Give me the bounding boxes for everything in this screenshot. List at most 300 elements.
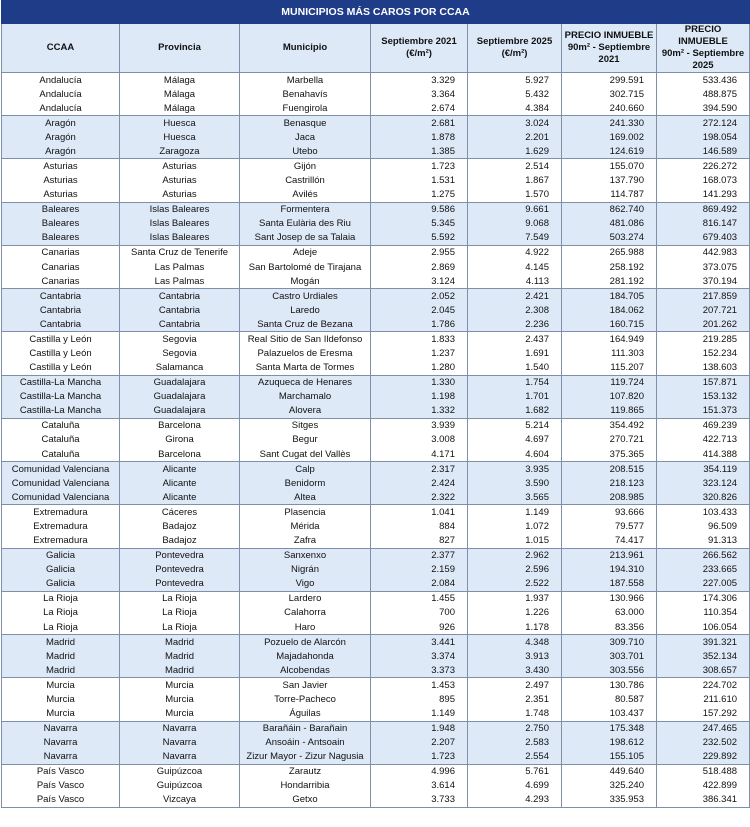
table-row — [2, 87, 750, 101]
cell-sep2025: 3.590 — [468, 476, 562, 490]
table-row — [2, 390, 750, 404]
cell-sep2025: 5.927 — [468, 73, 562, 88]
table-row — [2, 706, 750, 721]
header-sep2021-line1: Septiembre 2021 — [381, 36, 457, 47]
cell-ccaa: País Vasco — [2, 779, 120, 793]
municipios-table — [1, 0, 750, 808]
table-row — [2, 231, 750, 246]
table-row — [2, 793, 750, 808]
cell-sep2025: 5.432 — [468, 87, 562, 101]
cell-sep2025: 4.922 — [468, 245, 562, 260]
cell-precio2025: 96.509 — [657, 519, 750, 533]
cell-ccaa: Cataluña — [2, 433, 120, 447]
cell-provincia: Navarra — [120, 750, 240, 765]
cell-precio2021: 258.192 — [562, 260, 657, 274]
cell-precio2025: 198.054 — [657, 130, 750, 144]
cell-precio2021: 299.591 — [562, 73, 657, 88]
cell-precio2021: 160.715 — [562, 317, 657, 332]
cell-sep2025: 1.682 — [468, 404, 562, 419]
table-row — [2, 635, 750, 650]
cell-precio2025: 414.388 — [657, 447, 750, 462]
cell-ccaa: Aragón — [2, 144, 120, 159]
cell-municipio: Altea — [240, 490, 371, 505]
cell-precio2025: 442.983 — [657, 245, 750, 260]
cell-municipio: Santa Cruz de Bezana — [240, 317, 371, 332]
cell-provincia: Pontevedra — [120, 548, 240, 563]
cell-precio2021: 79.577 — [562, 519, 657, 533]
cell-precio2021: 107.820 — [562, 390, 657, 404]
cell-precio2025: 157.292 — [657, 706, 750, 721]
cell-provincia: Segovia — [120, 332, 240, 347]
cell-provincia: Badajoz — [120, 519, 240, 533]
cell-ccaa: Aragón — [2, 130, 120, 144]
cell-sep2025: 2.583 — [468, 736, 562, 750]
cell-precio2025: 110.354 — [657, 606, 750, 620]
cell-precio2021: 354.492 — [562, 418, 657, 433]
table-row — [2, 750, 750, 765]
cell-ccaa: Galicia — [2, 577, 120, 592]
cell-sep2021: 895 — [371, 692, 468, 706]
cell-ccaa: Extremadura — [2, 534, 120, 549]
cell-sep2025: 2.962 — [468, 548, 562, 563]
table-row — [2, 144, 750, 159]
cell-precio2021: 103.437 — [562, 706, 657, 721]
cell-precio2021: 63.000 — [562, 606, 657, 620]
cell-sep2025: 2.236 — [468, 317, 562, 332]
cell-provincia: Islas Baleares — [120, 231, 240, 246]
cell-municipio: Benasque — [240, 116, 371, 131]
header-precio2021 — [562, 24, 657, 73]
cell-sep2021: 2.207 — [371, 736, 468, 750]
cell-precio2021: 309.710 — [562, 635, 657, 650]
cell-provincia: Alicante — [120, 462, 240, 477]
cell-precio2021: 155.105 — [562, 750, 657, 765]
header-precio2025-line1: PRECIO INMUEBLE — [678, 24, 728, 47]
cell-precio2021: 281.192 — [562, 274, 657, 289]
cell-ccaa: La Rioja — [2, 591, 120, 606]
header-precio2021-line2: 90m² - Septiembre — [567, 42, 651, 53]
cell-municipio: Nigrán — [240, 563, 371, 577]
cell-precio2025: 469.239 — [657, 418, 750, 433]
cell-precio2021: 119.724 — [562, 375, 657, 390]
cell-provincia: Segovia — [120, 346, 240, 360]
cell-precio2021: 449.640 — [562, 764, 657, 779]
cell-precio2025: 141.293 — [657, 188, 750, 203]
cell-sep2025: 7.549 — [468, 231, 562, 246]
cell-municipio: Alcobendas — [240, 663, 371, 678]
cell-sep2025: 1.072 — [468, 519, 562, 533]
header-ccaa: CCAA — [2, 24, 120, 73]
cell-precio2025: 533.436 — [657, 73, 750, 88]
cell-municipio: Hondarribia — [240, 779, 371, 793]
cell-sep2021: 2.674 — [371, 101, 468, 116]
table-title: MUNICIPIOS MÁS CAROS POR CCAA — [2, 1, 750, 24]
cell-sep2025: 1.149 — [468, 505, 562, 520]
table-row — [2, 736, 750, 750]
cell-provincia: Guadalajara — [120, 390, 240, 404]
cell-provincia: Navarra — [120, 736, 240, 750]
cell-municipio: Santa Marta de Tormes — [240, 361, 371, 376]
cell-ccaa: Navarra — [2, 750, 120, 765]
table-row — [2, 274, 750, 289]
cell-precio2021: 208.985 — [562, 490, 657, 505]
cell-precio2021: 265.988 — [562, 245, 657, 260]
table-row — [2, 606, 750, 620]
cell-precio2021: 155.070 — [562, 159, 657, 174]
cell-precio2025: 211.610 — [657, 692, 750, 706]
cell-provincia: La Rioja — [120, 620, 240, 635]
cell-precio2021: 130.966 — [562, 591, 657, 606]
cell-precio2025: 226.272 — [657, 159, 750, 174]
cell-precio2025: 370.194 — [657, 274, 750, 289]
cell-precio2021: 270.721 — [562, 433, 657, 447]
cell-ccaa: Baleares — [2, 217, 120, 231]
cell-sep2021: 5.345 — [371, 217, 468, 231]
table-row — [2, 764, 750, 779]
table-row — [2, 375, 750, 390]
cell-sep2025: 2.522 — [468, 577, 562, 592]
table-row — [2, 620, 750, 635]
cell-precio2025: 308.657 — [657, 663, 750, 678]
cell-sep2025: 2.351 — [468, 692, 562, 706]
cell-ccaa: Andalucía — [2, 87, 120, 101]
cell-precio2025: 157.871 — [657, 375, 750, 390]
cell-precio2025: 247.465 — [657, 721, 750, 736]
cell-sep2021: 3.373 — [371, 663, 468, 678]
cell-municipio: Jaca — [240, 130, 371, 144]
cell-provincia: Guadalajara — [120, 375, 240, 390]
cell-ccaa: Murcia — [2, 692, 120, 706]
header-sep2025 — [468, 24, 562, 73]
cell-municipio: Calahorra — [240, 606, 371, 620]
table-row — [2, 116, 750, 131]
cell-ccaa: Navarra — [2, 721, 120, 736]
cell-sep2021: 1.332 — [371, 404, 468, 419]
table-body — [2, 73, 750, 808]
cell-precio2025: 394.590 — [657, 101, 750, 116]
cell-precio2025: 816.147 — [657, 217, 750, 231]
cell-sep2021: 1.878 — [371, 130, 468, 144]
cell-provincia: Las Palmas — [120, 260, 240, 274]
cell-municipio: Getxo — [240, 793, 371, 808]
table-row — [2, 174, 750, 188]
cell-precio2025: 232.502 — [657, 736, 750, 750]
cell-provincia: Málaga — [120, 73, 240, 88]
cell-precio2025: 103.433 — [657, 505, 750, 520]
cell-sep2021: 4.171 — [371, 447, 468, 462]
cell-precio2025: 352.134 — [657, 649, 750, 663]
cell-provincia: La Rioja — [120, 591, 240, 606]
cell-sep2021: 2.955 — [371, 245, 468, 260]
cell-precio2025: 386.341 — [657, 793, 750, 808]
cell-municipio: Vigo — [240, 577, 371, 592]
cell-precio2025: 91.313 — [657, 534, 750, 549]
cell-precio2021: 114.787 — [562, 188, 657, 203]
cell-precio2025: 323.124 — [657, 476, 750, 490]
cell-precio2021: 213.961 — [562, 548, 657, 563]
cell-precio2025: 869.492 — [657, 202, 750, 217]
cell-ccaa: Castilla y León — [2, 332, 120, 347]
cell-provincia: Huesca — [120, 130, 240, 144]
table-row — [2, 534, 750, 549]
cell-municipio: Palazuelos de Eresma — [240, 346, 371, 360]
cell-provincia: Málaga — [120, 87, 240, 101]
cell-municipio: Laredo — [240, 303, 371, 317]
cell-provincia: Cantabria — [120, 289, 240, 304]
cell-sep2025: 4.113 — [468, 274, 562, 289]
header-sep2025-line2: (€/m²) — [501, 48, 528, 59]
cell-sep2025: 9.068 — [468, 217, 562, 231]
cell-provincia: Alicante — [120, 476, 240, 490]
cell-municipio: Fuengirola — [240, 101, 371, 116]
cell-precio2025: 679.403 — [657, 231, 750, 246]
cell-sep2025: 2.596 — [468, 563, 562, 577]
cell-sep2021: 1.149 — [371, 706, 468, 721]
cell-municipio: Gijón — [240, 159, 371, 174]
cell-ccaa: Comunidad Valenciana — [2, 476, 120, 490]
cell-sep2021: 2.424 — [371, 476, 468, 490]
cell-municipio: Sant Cugat del Vallès — [240, 447, 371, 462]
table-row — [2, 505, 750, 520]
cell-municipio: Pozuelo de Alarcón — [240, 635, 371, 650]
cell-ccaa: Cataluña — [2, 447, 120, 462]
cell-ccaa: Baleares — [2, 231, 120, 246]
cell-precio2025: 106.054 — [657, 620, 750, 635]
cell-sep2021: 1.453 — [371, 678, 468, 693]
cell-sep2021: 884 — [371, 519, 468, 533]
cell-ccaa: País Vasco — [2, 764, 120, 779]
cell-municipio: Lardero — [240, 591, 371, 606]
cell-sep2021: 1.041 — [371, 505, 468, 520]
cell-ccaa: Cantabria — [2, 303, 120, 317]
cell-precio2021: 111.303 — [562, 346, 657, 360]
cell-municipio: Formentera — [240, 202, 371, 217]
cell-provincia: Barcelona — [120, 447, 240, 462]
cell-precio2025: 168.073 — [657, 174, 750, 188]
cell-provincia: Huesca — [120, 116, 240, 131]
cell-sep2021: 926 — [371, 620, 468, 635]
cell-precio2021: 119.865 — [562, 404, 657, 419]
cell-precio2025: 174.306 — [657, 591, 750, 606]
cell-precio2021: 198.612 — [562, 736, 657, 750]
cell-sep2025: 4.145 — [468, 260, 562, 274]
table-row — [2, 476, 750, 490]
table-row — [2, 202, 750, 217]
cell-precio2021: 481.086 — [562, 217, 657, 231]
cell-municipio: Azuqueca de Henares — [240, 375, 371, 390]
table-row — [2, 217, 750, 231]
cell-sep2021: 2.322 — [371, 490, 468, 505]
cell-precio2025: 320.826 — [657, 490, 750, 505]
cell-sep2021: 700 — [371, 606, 468, 620]
cell-sep2025: 3.430 — [468, 663, 562, 678]
cell-sep2021: 3.614 — [371, 779, 468, 793]
cell-precio2025: 151.373 — [657, 404, 750, 419]
cell-ccaa: Andalucía — [2, 73, 120, 88]
cell-sep2021: 1.455 — [371, 591, 468, 606]
cell-precio2021: 164.949 — [562, 332, 657, 347]
cell-provincia: Las Palmas — [120, 274, 240, 289]
cell-precio2025: 146.589 — [657, 144, 750, 159]
cell-municipio: Calp — [240, 462, 371, 477]
cell-precio2021: 194.310 — [562, 563, 657, 577]
header-municipio: Municipio — [240, 24, 371, 73]
table-row — [2, 649, 750, 663]
table-row — [2, 245, 750, 260]
cell-provincia: Navarra — [120, 721, 240, 736]
cell-provincia: Alicante — [120, 490, 240, 505]
cell-precio2021: 175.348 — [562, 721, 657, 736]
table-row — [2, 346, 750, 360]
cell-sep2025: 1.178 — [468, 620, 562, 635]
cell-ccaa: Castilla-La Mancha — [2, 375, 120, 390]
cell-sep2021: 2.377 — [371, 548, 468, 563]
cell-sep2021: 3.364 — [371, 87, 468, 101]
cell-precio2021: 184.062 — [562, 303, 657, 317]
cell-precio2021: 862.740 — [562, 202, 657, 217]
cell-precio2021: 115.207 — [562, 361, 657, 376]
cell-ccaa: Madrid — [2, 635, 120, 650]
cell-ccaa: Baleares — [2, 202, 120, 217]
cell-sep2025: 2.554 — [468, 750, 562, 765]
cell-municipio: Marchamalo — [240, 390, 371, 404]
cell-provincia: Santa Cruz de Tenerife — [120, 245, 240, 260]
cell-municipio: Real Sitio de San Ildefonso — [240, 332, 371, 347]
cell-precio2025: 233.665 — [657, 563, 750, 577]
cell-ccaa: Castilla y León — [2, 361, 120, 376]
header-sep2021-line2: (€/m²) — [406, 48, 432, 59]
cell-precio2021: 302.715 — [562, 87, 657, 101]
cell-precio2021: 240.660 — [562, 101, 657, 116]
cell-sep2025: 1.015 — [468, 534, 562, 549]
cell-provincia: Vizcaya — [120, 793, 240, 808]
cell-provincia: Madrid — [120, 663, 240, 678]
cell-municipio: Ansoáin - Antsoain — [240, 736, 371, 750]
cell-sep2025: 1.691 — [468, 346, 562, 360]
cell-sep2025: 2.201 — [468, 130, 562, 144]
cell-precio2025: 138.603 — [657, 361, 750, 376]
cell-precio2021: 124.619 — [562, 144, 657, 159]
cell-sep2021: 3.329 — [371, 73, 468, 88]
cell-precio2021: 83.356 — [562, 620, 657, 635]
cell-provincia: Madrid — [120, 635, 240, 650]
cell-ccaa: Murcia — [2, 678, 120, 693]
table-row — [2, 418, 750, 433]
cell-municipio: Mérida — [240, 519, 371, 533]
cell-precio2025: 229.892 — [657, 750, 750, 765]
table-row — [2, 73, 750, 88]
cell-sep2021: 1.275 — [371, 188, 468, 203]
cell-provincia: Asturias — [120, 188, 240, 203]
cell-precio2025: 219.285 — [657, 332, 750, 347]
cell-precio2025: 224.702 — [657, 678, 750, 693]
cell-ccaa: Extremadura — [2, 519, 120, 533]
cell-ccaa: Navarra — [2, 736, 120, 750]
table-row — [2, 692, 750, 706]
cell-sep2021: 3.008 — [371, 433, 468, 447]
cell-ccaa: Canarias — [2, 260, 120, 274]
cell-ccaa: Asturias — [2, 174, 120, 188]
title-row — [2, 1, 750, 24]
cell-municipio: Haro — [240, 620, 371, 635]
cell-sep2021: 2.159 — [371, 563, 468, 577]
cell-sep2025: 2.308 — [468, 303, 562, 317]
cell-sep2025: 1.754 — [468, 375, 562, 390]
cell-provincia: Badajoz — [120, 534, 240, 549]
cell-ccaa: Asturias — [2, 188, 120, 203]
cell-municipio: Zizur Mayor - Zizur Nagusia — [240, 750, 371, 765]
cell-provincia: Cantabria — [120, 317, 240, 332]
cell-precio2025: 422.713 — [657, 433, 750, 447]
header-precio2021-line3: 2021 — [598, 54, 620, 65]
cell-precio2025: 272.124 — [657, 116, 750, 131]
cell-precio2021: 335.953 — [562, 793, 657, 808]
cell-sep2025: 1.748 — [468, 706, 562, 721]
table-row — [2, 663, 750, 678]
cell-provincia: Málaga — [120, 101, 240, 116]
table-row — [2, 577, 750, 592]
cell-ccaa: Canarias — [2, 274, 120, 289]
cell-sep2025: 4.699 — [468, 779, 562, 793]
cell-sep2025: 1.701 — [468, 390, 562, 404]
cell-precio2021: 241.330 — [562, 116, 657, 131]
table-row — [2, 433, 750, 447]
table-row — [2, 462, 750, 477]
cell-ccaa: Cantabria — [2, 317, 120, 332]
cell-sep2021: 1.330 — [371, 375, 468, 390]
cell-provincia: La Rioja — [120, 606, 240, 620]
cell-provincia: Murcia — [120, 692, 240, 706]
cell-provincia: Islas Baleares — [120, 202, 240, 217]
cell-municipio: Sant Josep de sa Talaia — [240, 231, 371, 246]
table-row — [2, 188, 750, 203]
cell-ccaa: Castilla-La Mancha — [2, 390, 120, 404]
cell-provincia: Guipúzcoa — [120, 779, 240, 793]
header-precio2025-line2: 90m² - Septiembre — [661, 48, 745, 59]
cell-precio2025: 207.721 — [657, 303, 750, 317]
cell-sep2021: 1.723 — [371, 159, 468, 174]
cell-precio2021: 80.587 — [562, 692, 657, 706]
cell-sep2025: 2.421 — [468, 289, 562, 304]
cell-sep2021: 827 — [371, 534, 468, 549]
cell-ccaa: Extremadura — [2, 505, 120, 520]
cell-ccaa: Canarias — [2, 245, 120, 260]
cell-sep2025: 1.226 — [468, 606, 562, 620]
cell-sep2021: 2.045 — [371, 303, 468, 317]
cell-sep2025: 3.913 — [468, 649, 562, 663]
table-row — [2, 404, 750, 419]
cell-municipio: Zarautz — [240, 764, 371, 779]
cell-municipio: Benidorm — [240, 476, 371, 490]
cell-provincia: Cáceres — [120, 505, 240, 520]
cell-sep2021: 1.280 — [371, 361, 468, 376]
cell-provincia: Guipúzcoa — [120, 764, 240, 779]
cell-precio2025: 201.262 — [657, 317, 750, 332]
cell-municipio: San Bartolomé de Tirajana — [240, 260, 371, 274]
table-row — [2, 130, 750, 144]
table-row — [2, 289, 750, 304]
cell-precio2025: 488.875 — [657, 87, 750, 101]
cell-sep2021: 2.317 — [371, 462, 468, 477]
cell-precio2021: 187.558 — [562, 577, 657, 592]
table-row — [2, 332, 750, 347]
table-row — [2, 779, 750, 793]
cell-provincia: Cantabria — [120, 303, 240, 317]
cell-provincia: Pontevedra — [120, 563, 240, 577]
cell-municipio: Marbella — [240, 73, 371, 88]
cell-precio2021: 375.365 — [562, 447, 657, 462]
table-row — [2, 317, 750, 332]
